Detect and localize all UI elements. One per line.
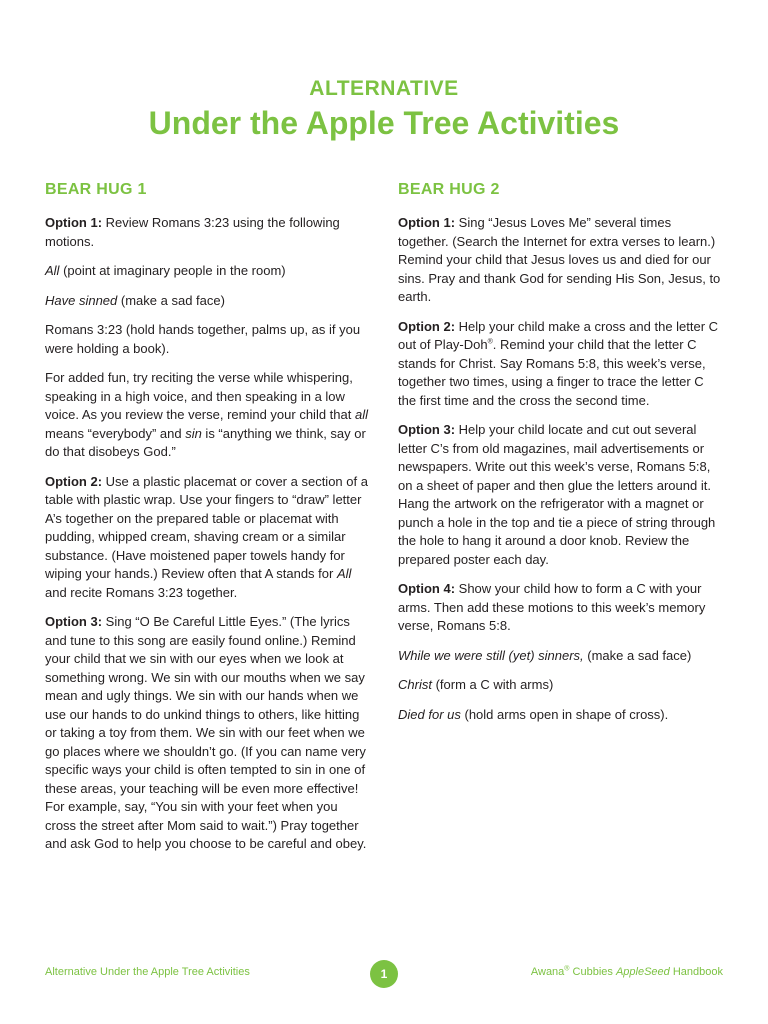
italic-word: all	[354, 407, 368, 422]
right-option-2	[398, 318, 722, 411]
option-text: Review Romans 3:23 using the following motions.	[45, 215, 340, 249]
option-text: Help your child locate and cut out several letter C’s from old magazines, mail advertisements or newspapers. Write out this week’s verse, Romans 5:8, on a sheet of paper and then glue the letters around it. Hang the artwork on the refrigerator with a magnet or punch a hole in the top and tie a piece of string through the hole to hang it around a door knob. Review the prepared poster each day.	[398, 422, 716, 567]
option-text: Sing “Jesus Loves Me” several times together. (Search the Internet for extra verses to learn.) Remind your child that Jesus loves us and died for our sins. Pray and thank God for sending His Son, Jesus, to earth.	[398, 215, 721, 304]
text: means “everybody” and	[45, 425, 186, 441]
text: Handbook	[669, 966, 723, 978]
page-header	[0, 76, 768, 142]
option-label: Option 3:	[45, 614, 103, 629]
left-option-2	[45, 473, 369, 603]
left-option-3	[45, 613, 369, 854]
motion-christ	[398, 676, 722, 695]
page-number-badge: 1	[370, 960, 398, 988]
italic-word: sin	[185, 425, 202, 441]
motion-have-sinned	[45, 292, 369, 311]
added-fun-paragraph	[45, 369, 369, 462]
option-label: Option 1:	[398, 215, 456, 230]
registered-mark: ®	[564, 965, 570, 973]
option-text: Show your child how to form a C with your arms. Then add these motions to this week’s memory verse, Romans 5:8.	[398, 581, 706, 633]
left-option-1	[45, 214, 369, 251]
motion-sinners	[398, 647, 722, 666]
motion-all	[45, 262, 369, 281]
registered-mark: ®	[487, 338, 493, 346]
motion-word: Died for us	[398, 706, 461, 722]
motion-word: All	[45, 263, 60, 278]
header-kicker: ALTERNATIVE	[309, 77, 459, 100]
motion-text: (point at imaginary people in the room)	[59, 263, 286, 278]
option-text: Help your child make a cross and the letter C out of Play-Doh	[398, 318, 719, 352]
option-text: and recite Romans 3:23 together.	[45, 584, 238, 600]
option-text: Sing “O Be Careful Little Eyes.” (The lyrics and tune to this song are easily found online.) Remind your child that we sin with our eyes when we look at something wrong. We sin with our mouths when we say mean and ugly things. We sin with our hands when we use our hands to do unkind things to others, like hitting or taking a toy from them. We sin with our feet when we go places where we shouldn’t go. (If you can name very specific ways your child is often tempted to sin in one of these areas, your teaching will be even more effective! For example, say, “You sin with your feet when you cross the street after Mom said to wait.”) Pray together and ask God to help you choose to be careful and obey.	[45, 614, 367, 851]
option-text: Use a plastic placemat or cover a section of a table with plastic wrap. Use your fingers to “draw” letter A’s together on the prepared table or placemat with pudding, whipped cream, shaving cream or a similar substance. (Have moistened paper towels handy for wiping your hands.) Review often that A stands for	[45, 473, 368, 581]
text: Cubbies	[569, 966, 616, 978]
italic-word: AppleSeed	[615, 966, 670, 978]
right-column	[398, 180, 722, 735]
motion-text: (make a sad face)	[117, 292, 225, 308]
option-label: Option 2:	[398, 318, 456, 334]
footer-title: Alternative Under the Apple Tree Activities	[45, 966, 250, 978]
left-column	[45, 180, 369, 865]
option-text: . Remind your child that the letter C stands for Christ. Say Romans 5:8, this week’s verse, together two times, using a finger to trace the letter C the first time and the cross the second time.	[398, 337, 706, 408]
motion-text: (form a C with arms)	[431, 677, 554, 692]
motion-died-for-us	[398, 706, 722, 725]
motion-romans: Romans 3:23 (hold hands together, palms up, as if you were holding a book).	[45, 322, 361, 356]
motion-word: While we were still (yet) sinners,	[398, 647, 584, 663]
text: is “anything we think, say or do that disobeys God.”	[45, 425, 366, 459]
option-label: Option 2:	[45, 473, 103, 489]
right-option-3	[398, 421, 722, 569]
right-option-1	[398, 214, 722, 307]
motion-word: Christ	[398, 677, 432, 692]
motion-text: (hold arms open in shape of cross).	[460, 706, 669, 722]
footer-book-title	[531, 966, 723, 978]
right-option-4	[398, 580, 722, 636]
option-label: Option 3:	[398, 422, 456, 437]
motion-word: Have sinned	[45, 292, 118, 308]
option-label: Option 4:	[398, 581, 456, 596]
option-label: Option 1:	[45, 215, 103, 230]
text: For added fun, try reciting the verse while whispering, speaking in a high voice, and then speaking in a low voice. As you review the verse, remind your child that	[45, 370, 355, 422]
page-footer	[45, 960, 723, 988]
italic-word: All	[336, 566, 352, 581]
section-heading-bear-hug-2: BEAR HUG 2	[398, 181, 500, 198]
text: Awana	[530, 966, 565, 978]
page-title: Under the Apple Tree Activities	[148, 105, 620, 141]
section-heading-bear-hug-1: BEAR HUG 1	[45, 181, 147, 198]
motion-text: (make a sad face)	[583, 647, 692, 663]
